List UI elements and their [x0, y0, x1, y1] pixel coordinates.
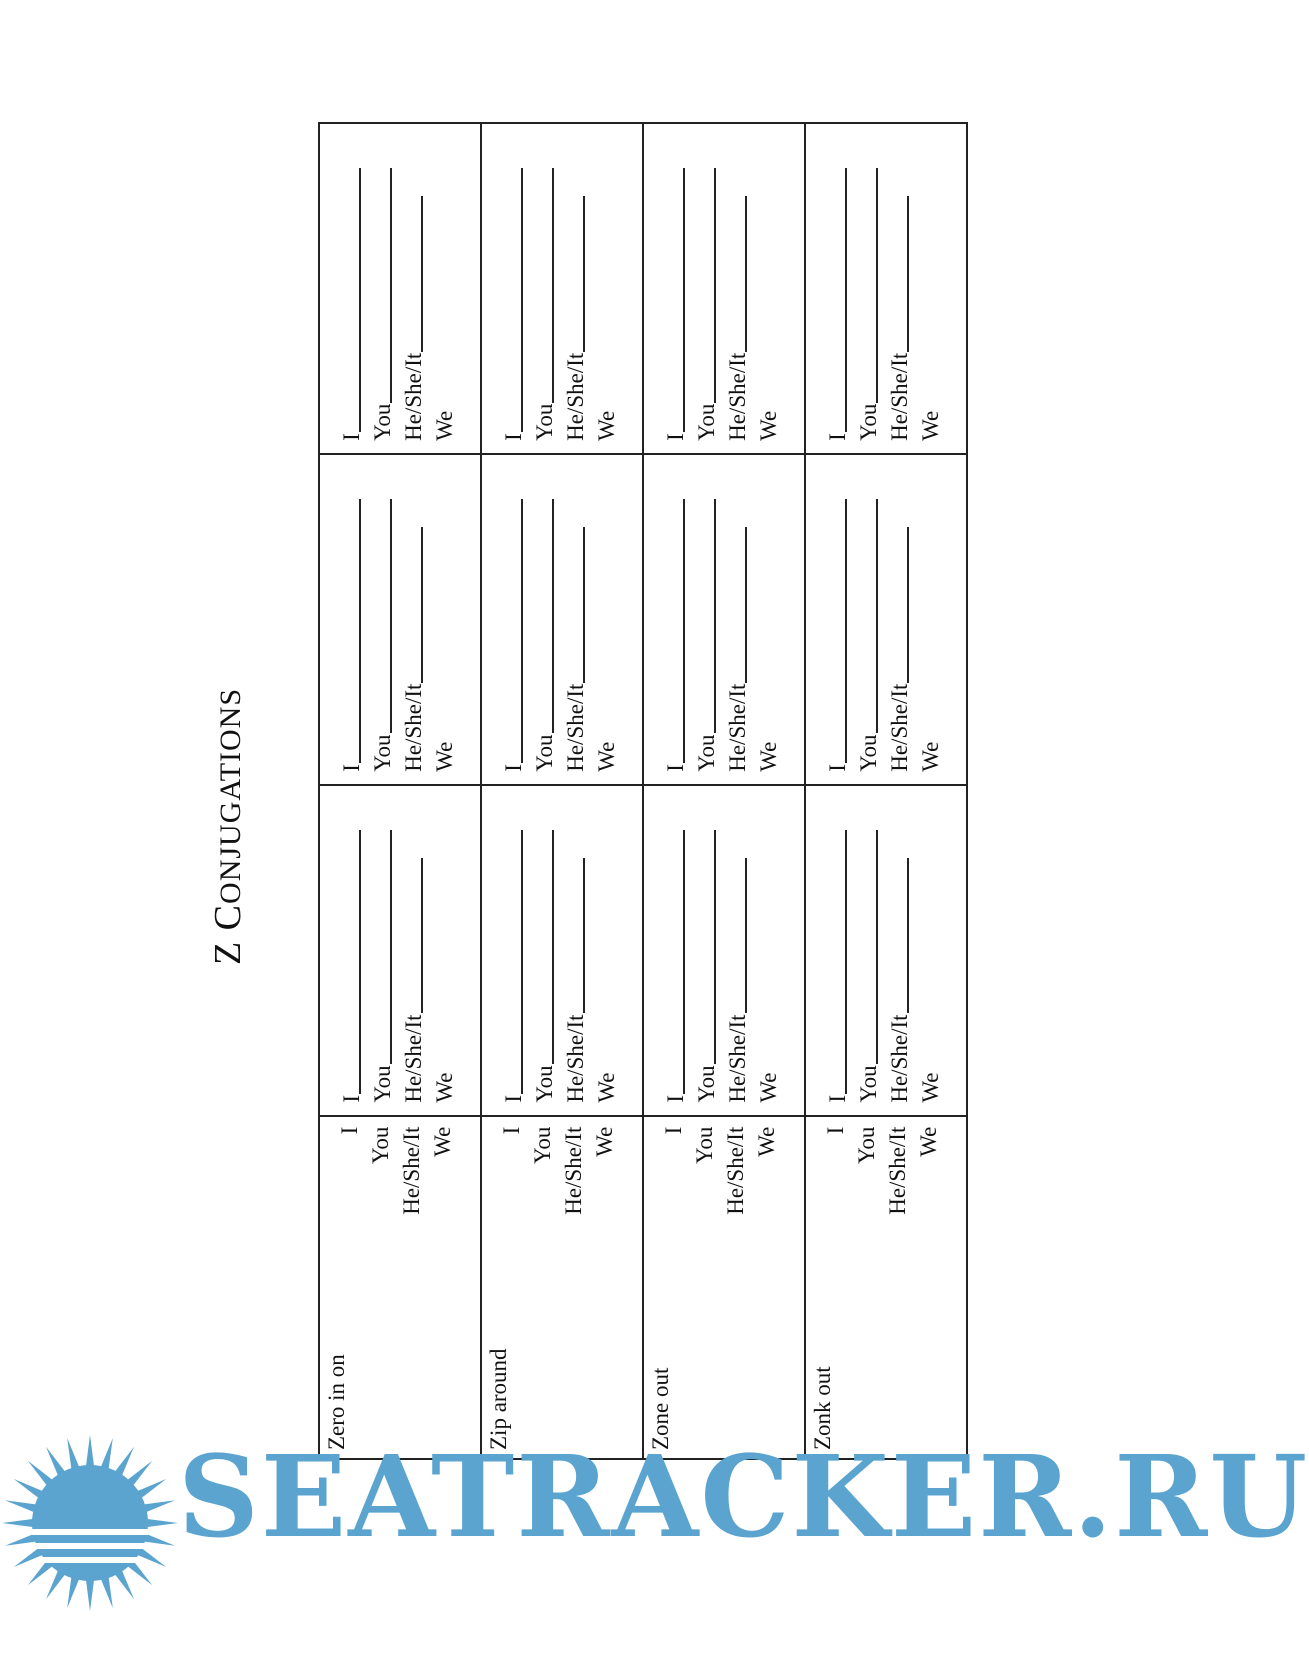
conjugation-cell	[481, 123, 643, 454]
blank-row	[398, 499, 429, 772]
blank-row	[529, 168, 560, 441]
pronoun-prompt: We	[756, 410, 781, 441]
blank-row	[884, 830, 915, 1103]
answer-blank-line[interactable]	[521, 168, 523, 432]
pronoun-prompt: He/She/It	[725, 683, 750, 772]
blank-row	[884, 168, 915, 441]
pronoun-label: He/She/It	[399, 1126, 424, 1215]
pronoun-label: I	[823, 1126, 848, 1135]
pronoun-prompt: You	[532, 734, 557, 772]
verb-label: Zero in on	[324, 1354, 349, 1450]
blank-row	[915, 830, 946, 1103]
blank-row	[591, 168, 622, 441]
answer-blank-line[interactable]	[876, 499, 878, 734]
blank-row	[822, 830, 853, 1103]
blank-row	[722, 830, 753, 1103]
watermark-text: SEATRACKER.RU	[178, 1432, 1309, 1563]
blank-row	[560, 168, 591, 441]
pronoun-prompt: I	[663, 764, 688, 772]
conjugation-cell	[643, 454, 805, 785]
blank-row	[722, 499, 753, 772]
pronoun-prompt: He/She/It	[563, 352, 588, 441]
pronoun-prompt: We	[432, 410, 457, 441]
blank-row	[753, 168, 784, 441]
pronoun-label: You	[368, 1126, 393, 1164]
blank-row	[367, 168, 398, 441]
pronoun-prompt: I	[339, 764, 364, 772]
pronoun-prompt: He/She/It	[887, 1014, 912, 1103]
blank-row	[336, 168, 367, 441]
pronoun-prompt: We	[594, 410, 619, 441]
pronoun-prompt: You	[694, 403, 719, 441]
answer-blank-line[interactable]	[583, 196, 585, 352]
blank-row	[498, 499, 529, 772]
conjugation-cell	[805, 454, 967, 785]
pronoun-label: We	[592, 1126, 617, 1157]
answer-blank-line[interactable]	[421, 858, 423, 1014]
verb-label: Zonk out	[810, 1366, 835, 1450]
conjugation-cell	[643, 123, 805, 454]
pronoun-prompt: We	[756, 741, 781, 772]
blank-row	[591, 499, 622, 772]
pronoun-prompt: He/She/It	[725, 1014, 750, 1103]
pronoun-prompt: We	[594, 741, 619, 772]
blank-row	[367, 499, 398, 772]
blank-row	[660, 830, 691, 1103]
answer-blank-line[interactable]	[714, 168, 716, 403]
pronoun-prompt: I	[663, 433, 688, 441]
blank-row	[691, 830, 722, 1103]
blank-row	[822, 168, 853, 441]
pronoun-label: I	[499, 1126, 524, 1135]
pronoun-labels	[820, 1127, 944, 1215]
answer-blank-line[interactable]	[359, 499, 361, 763]
pronoun-prompt: You	[856, 734, 881, 772]
table-row	[319, 123, 481, 1459]
conjugation-cell	[481, 454, 643, 785]
answer-blank-line[interactable]	[552, 499, 554, 734]
pronoun-prompt: We	[918, 741, 943, 772]
pronoun-prompt: I	[825, 433, 850, 441]
answer-blank-line[interactable]	[521, 830, 523, 1094]
blank-row	[429, 499, 460, 772]
conjugation-cell	[319, 785, 481, 1116]
pronoun-prompt: He/She/It	[887, 683, 912, 772]
pronoun-prompt: He/She/It	[725, 352, 750, 441]
answer-blank-line[interactable]	[714, 499, 716, 734]
blank-row	[429, 830, 460, 1103]
answer-blank-line[interactable]	[745, 527, 747, 683]
pronoun-prompt: I	[663, 1094, 688, 1103]
pronoun-prompt: We	[918, 1072, 943, 1103]
pronoun-prompt: We	[756, 1072, 781, 1103]
pronoun-prompt: We	[432, 741, 457, 772]
answer-blank-line[interactable]	[714, 830, 716, 1065]
conjugation-cell	[805, 123, 967, 454]
answer-blank-line[interactable]	[907, 527, 909, 683]
pronoun-label: We	[754, 1126, 779, 1157]
answer-blank-line[interactable]	[745, 196, 747, 352]
answer-blank-line[interactable]	[390, 830, 392, 1065]
pronoun-prompt: We	[594, 1072, 619, 1103]
pronoun-label: He/She/It	[561, 1126, 586, 1215]
blank-row	[498, 830, 529, 1103]
blank-row	[336, 830, 367, 1103]
pronoun-prompt: You	[532, 403, 557, 441]
answer-blank-line[interactable]	[583, 527, 585, 683]
blank-row	[753, 499, 784, 772]
blank-row	[822, 499, 853, 772]
conjugation-cell	[805, 785, 967, 1116]
pronoun-label: You	[692, 1126, 717, 1164]
pronoun-prompt: You	[856, 403, 881, 441]
answer-blank-line[interactable]	[845, 830, 847, 1094]
answer-blank-line[interactable]	[552, 830, 554, 1065]
answer-blank-line[interactable]	[421, 527, 423, 683]
pronoun-prompt: He/She/It	[401, 352, 426, 441]
pronoun-label: You	[854, 1126, 879, 1164]
answer-blank-line[interactable]	[876, 168, 878, 403]
blank-row	[429, 168, 460, 441]
blank-row	[691, 499, 722, 772]
pronoun-prompt: You	[370, 734, 395, 772]
answer-blank-line[interactable]	[845, 168, 847, 432]
table-row	[805, 123, 967, 1459]
answer-blank-line[interactable]	[745, 858, 747, 1014]
pronoun-prompt: We	[918, 410, 943, 441]
blank-row	[853, 499, 884, 772]
table-row	[481, 123, 643, 1459]
pronoun-labels	[496, 1127, 620, 1215]
pronoun-labels	[334, 1127, 458, 1215]
blank-row	[853, 830, 884, 1103]
answer-blank-line[interactable]	[521, 499, 523, 763]
conjugation-cell	[481, 785, 643, 1116]
pronoun-label: We	[430, 1126, 455, 1157]
answer-blank-line[interactable]	[359, 168, 361, 432]
conjugation-cell	[643, 785, 805, 1116]
blank-row	[398, 168, 429, 441]
blank-row	[560, 830, 591, 1103]
answer-blank-line[interactable]	[683, 168, 685, 432]
answer-blank-line[interactable]	[359, 830, 361, 1094]
pronoun-prompt: I	[501, 1094, 526, 1103]
pronoun-prompt: He/She/It	[887, 352, 912, 441]
pronoun-label: We	[916, 1126, 941, 1157]
answer-blank-line[interactable]	[552, 168, 554, 403]
pronoun-prompt: He/She/It	[401, 683, 426, 772]
conjugation-table	[318, 122, 968, 1460]
pronoun-prompt: He/She/It	[401, 1014, 426, 1103]
pronoun-prompt: You	[856, 1065, 881, 1103]
blank-row	[591, 830, 622, 1103]
answer-blank-line[interactable]	[583, 858, 585, 1014]
answer-blank-line[interactable]	[907, 196, 909, 352]
answer-blank-line[interactable]	[845, 499, 847, 763]
pronoun-prompt: I	[825, 764, 850, 772]
verb-label: Zip around	[486, 1348, 511, 1450]
answer-blank-line[interactable]	[683, 830, 685, 1094]
blank-row	[853, 168, 884, 441]
blank-row	[660, 499, 691, 772]
table-row	[643, 123, 805, 1459]
pronoun-prompt: I	[339, 433, 364, 441]
pronoun-prompt: You	[694, 734, 719, 772]
pronoun-label: I	[661, 1126, 686, 1135]
pronoun-prompt: You	[370, 403, 395, 441]
blank-row	[398, 830, 429, 1103]
conjugation-cell	[319, 123, 481, 454]
pronoun-prompt: I	[501, 433, 526, 441]
pronoun-prompt: I	[501, 764, 526, 772]
blank-row	[660, 168, 691, 441]
pronoun-prompt: I	[339, 1094, 364, 1103]
answer-blank-line[interactable]	[876, 830, 878, 1065]
pronoun-prompt: I	[825, 1094, 850, 1103]
pronoun-prompt: We	[432, 1072, 457, 1103]
blank-row	[336, 499, 367, 772]
blank-row	[722, 168, 753, 441]
blank-row	[560, 499, 591, 772]
blank-row	[915, 168, 946, 441]
pronoun-prompt: You	[370, 1065, 395, 1103]
verb-label: Zone out	[648, 1367, 673, 1450]
pronoun-label: You	[530, 1126, 555, 1164]
pronoun-prompt: You	[532, 1065, 557, 1103]
blank-row	[529, 830, 560, 1103]
answer-blank-line[interactable]	[683, 499, 685, 763]
blank-row	[529, 499, 560, 772]
blank-row	[367, 830, 398, 1103]
pronoun-prompt: You	[694, 1065, 719, 1103]
blank-row	[498, 168, 529, 441]
blank-row	[915, 499, 946, 772]
blank-row	[691, 168, 722, 441]
conjugation-cell	[319, 454, 481, 785]
blank-row	[753, 830, 784, 1103]
pronoun-prompt: He/She/It	[563, 1014, 588, 1103]
answer-blank-line[interactable]	[390, 499, 392, 734]
page-title: Z CONJUGATIONS	[207, 687, 249, 966]
pronoun-label: He/She/It	[723, 1126, 748, 1215]
pronoun-label: I	[337, 1126, 362, 1135]
answer-blank-line[interactable]	[421, 196, 423, 352]
pronoun-labels	[658, 1127, 782, 1215]
blank-row	[884, 499, 915, 772]
answer-blank-line[interactable]	[907, 858, 909, 1014]
answer-blank-line[interactable]	[390, 168, 392, 403]
pronoun-label: He/She/It	[885, 1126, 910, 1215]
pronoun-prompt: He/She/It	[563, 683, 588, 772]
